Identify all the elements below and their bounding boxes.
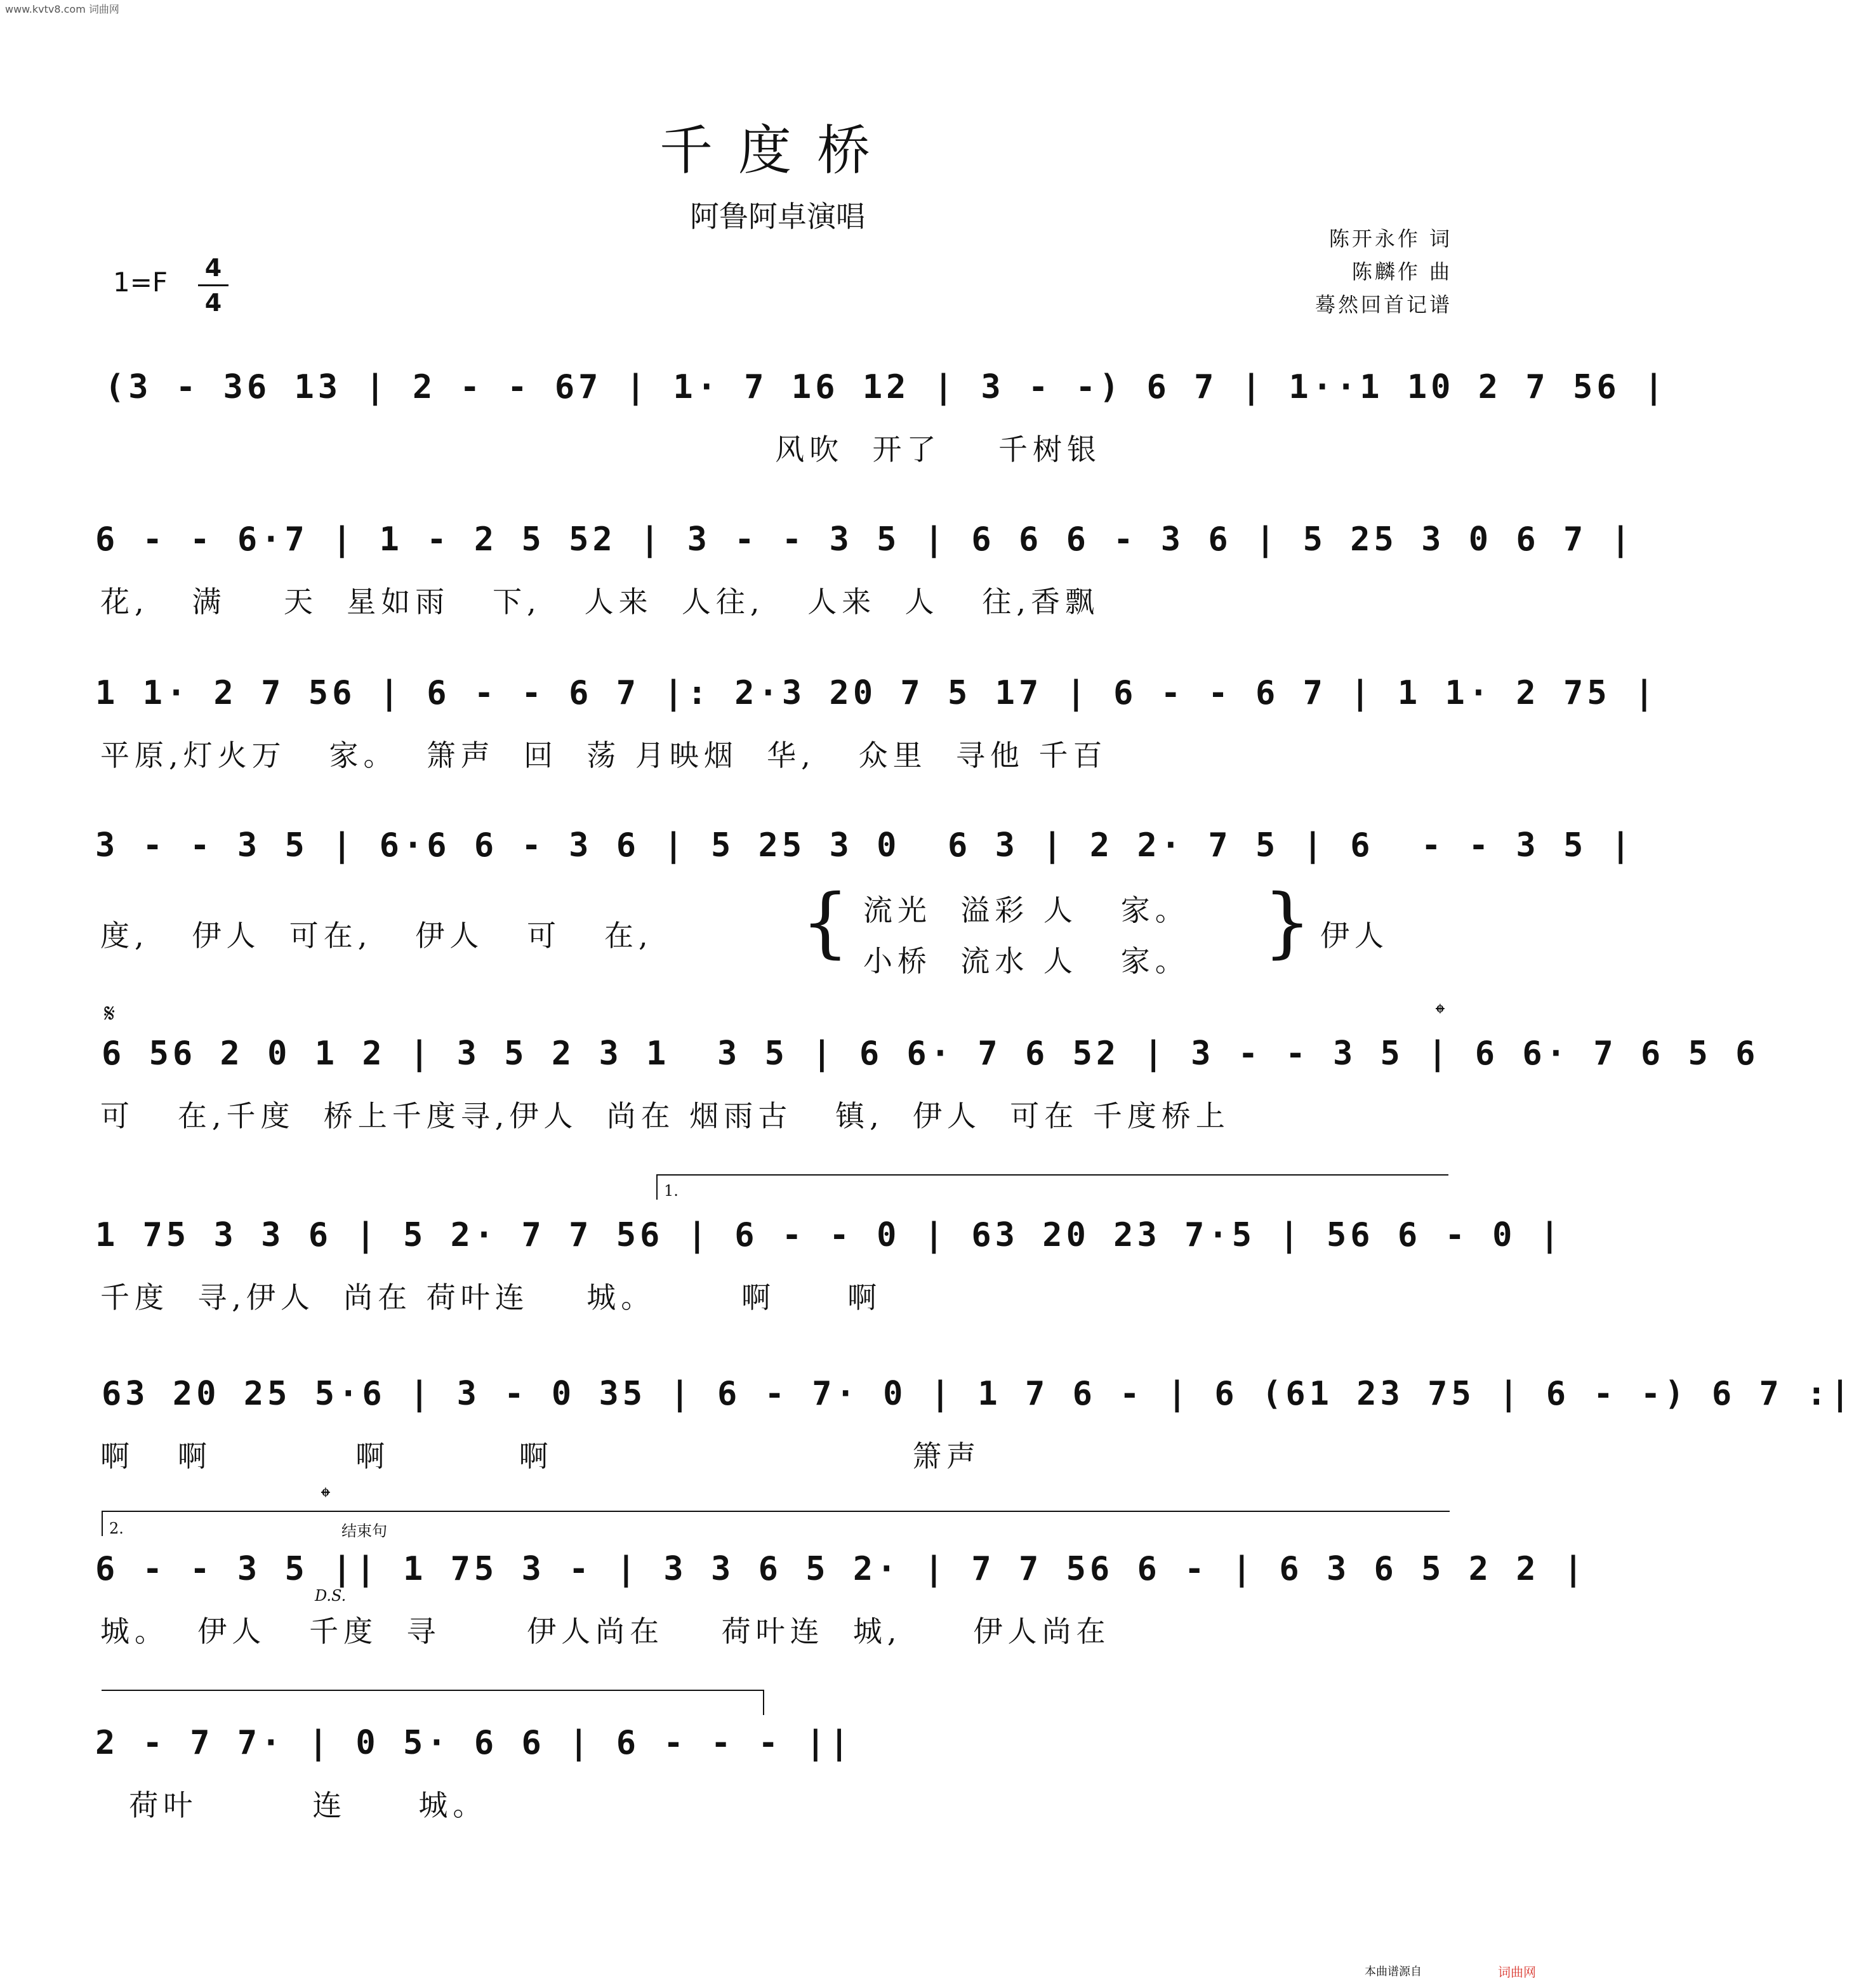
volta-1-label: 1. <box>664 1182 679 1200</box>
footer-logo: 词曲网 <box>1498 1965 1536 1980</box>
footer-source: 本曲谱源自 <box>1365 1965 1422 1978</box>
coda-sign: 𝄌 <box>1436 999 1445 1028</box>
ds-mark: D.S. <box>315 1587 347 1605</box>
continuation-bracket <box>102 1690 764 1691</box>
singer-line: 阿鲁阿卓演唱 <box>690 199 865 234</box>
volta-1-bracket <box>656 1174 1448 1176</box>
time-signature <box>197 251 230 319</box>
system-1-lyrics: 风吹 开了 千树银 <box>100 432 1101 467</box>
system-8-lyrics: 城。 伊人 千度 寻 伊人尚在 荷叶连 城, 伊人尚在 <box>100 1614 1111 1648</box>
system-4-lyrics-end: 伊人 <box>1320 918 1389 953</box>
volta-2-bracket <box>102 1511 1450 1512</box>
system-7-notes: 63 20 25 5·6 | 3 - 0 35 | 6 - 7· 0 | 1 7 6 - | 6 (61 23 75 | 6 - -) 6 7 :| <box>102 1375 1854 1413</box>
system-9-lyrics: 荷叶 连 城。 <box>100 1788 487 1822</box>
system-4-notes: 3 - - 3 5 | 6·6 6 - 3 6 | 5 25 3 0 6 3 | 2 2· 7 5 | 6 - - 3 5 | <box>95 826 1634 865</box>
key-signature: 1=F <box>113 267 168 298</box>
system-5-lyrics: 可 在,千度 桥上千度寻,伊人 尚在 烟雨古 镇, 伊人 可在 千度桥上 <box>100 1099 1230 1133</box>
continuation-hook <box>763 1690 764 1715</box>
system-9-notes: 2 - 7 7· | 0 5· 6 6 | 6 - - - || <box>95 1724 853 1762</box>
brace-right: } <box>1263 878 1312 967</box>
volta-2-label: 2. <box>109 1520 124 1537</box>
system-4-lyrics: 度, 伊人 可在, 伊人 可 在, <box>100 918 653 953</box>
system-5-notes: 6 56 2 0 1 2 | 3 5 2 3 1 3 5 | 6 6· 7 6 52 | 3 - - 3 5 | 6 6· 7 6 5 6 <box>102 1035 1759 1073</box>
system-6-lyrics: 千度 寻,伊人 尚在 荷叶连 城。 啊 啊 <box>100 1280 882 1315</box>
system-6-notes: 1 75 3 3 6 | 5 2· 7 7 56 | 6 - - 0 | 63 20 23 7·5 | 56 6 - 0 | <box>95 1216 1564 1254</box>
composer-credit: 陈麟作 曲 <box>1351 260 1452 284</box>
credits <box>1315 222 1452 321</box>
system-3-lyrics: 平原,灯火万 家。 箫声 回 荡 月映烟 华, 众里 寻他 千百 <box>100 738 1108 772</box>
system-2-lyrics: 花, 满 天 星如雨 下, 人来 人往, 人来 人 往,香飘 <box>100 585 1100 619</box>
system-2-notes: 6 - - 6·7 | 1 - 2 5 52 | 3 - - 3 5 | 6 6 6 - 3 6 | 5 25 3 0 6 7 | <box>95 520 1634 559</box>
brace-left: { <box>801 878 850 967</box>
coda-sign-2: 𝄌 <box>321 1483 330 1512</box>
system-1-notes: (3 - 36 13 | 2 - - 67 | 1· 7 16 12 | 3 - -) 6 7 | 1··1 10 2 7 56 | <box>105 368 1668 406</box>
segno-sign: 𝄋 <box>104 999 116 1028</box>
transcriber-credit: 蓦然回首记谱 <box>1314 293 1452 317</box>
volta-1-hook <box>656 1174 658 1200</box>
volta-2-hook <box>102 1511 103 1536</box>
system-4-verse-1: 流光 溢彩 人 家。 <box>863 893 1189 927</box>
lyricist-credit: 陈开永作 词 <box>1328 227 1452 251</box>
system-7-lyrics: 啊 啊 啊 啊 箫声 <box>100 1439 981 1473</box>
system-3-notes: 1 1· 2 7 56 | 6 - - 6 7 |: 2·3 20 7 5 17 | 6 - - 6 7 | 1 1· 2 75 | <box>95 674 1659 712</box>
ending-label: 结束句 <box>341 1522 387 1540</box>
system-4-verse-2: 小桥 流水 人 家。 <box>863 944 1189 978</box>
system-8-notes: 6 - - 3 5 || 1 75 3 - | 3 3 6 5 2· | 7 7 56 6 - | 6 3 6 5 2 2 | <box>95 1550 1587 1588</box>
song-title: 千度桥 <box>659 119 896 182</box>
site-url: www.kvtv8.com 词曲网 <box>5 3 119 15</box>
time-signature-bottom: 4 <box>204 289 222 317</box>
time-signature-top: 4 <box>204 254 222 282</box>
